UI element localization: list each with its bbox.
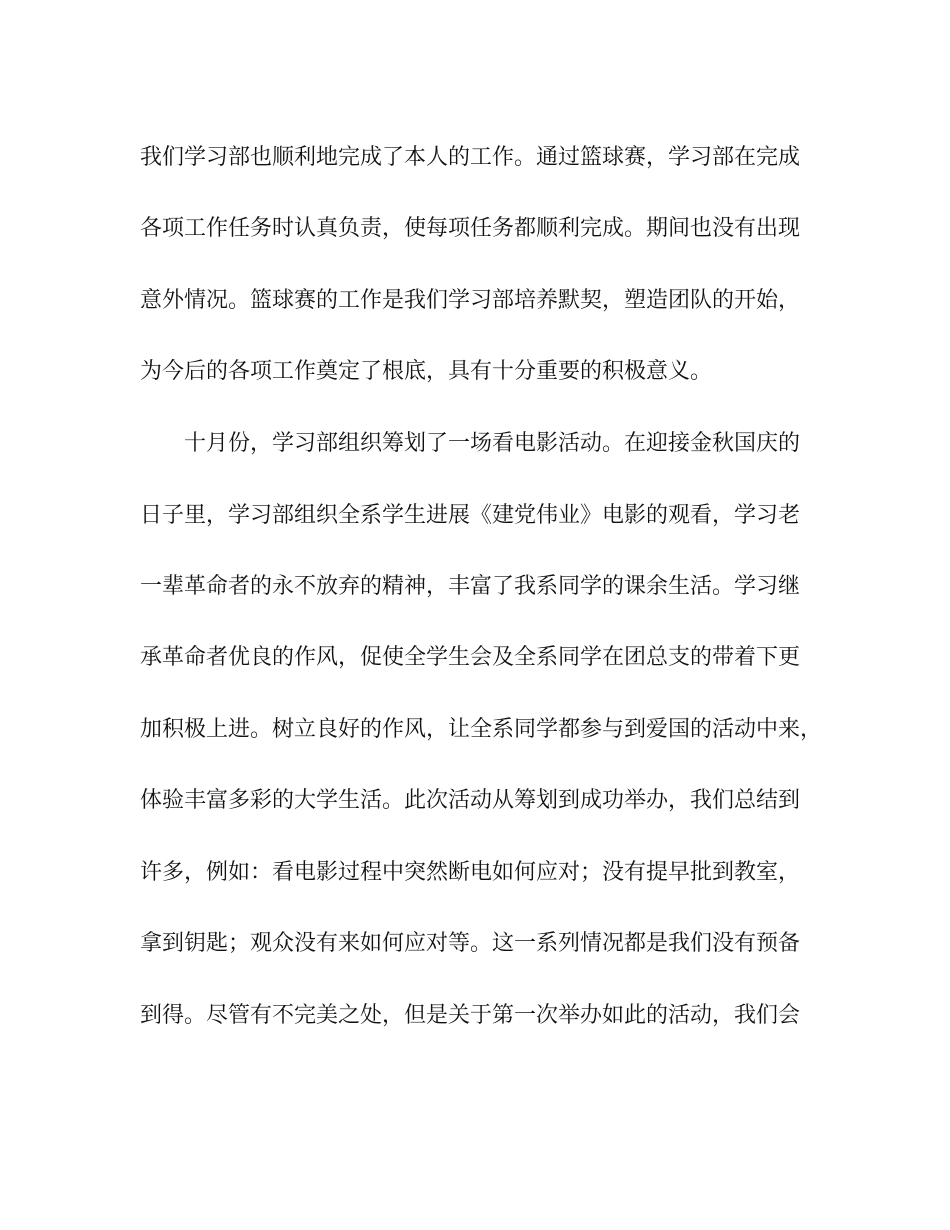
text-line: 拿到钥匙；观众没有来如何应对等。这一系列情况都是我们没有预备 (140, 931, 801, 956)
text-line: 为今后的各项工作奠定了根底，具有十分重要的积极意义。 (140, 359, 713, 384)
text-line: 意外情况。篮球赛的工作是我们学习部培养默契，塑造团队的开始， (140, 288, 801, 313)
text-line: 各项工作任务时认真负责，使每项任务都顺利完成。期间也没有出现 (140, 216, 801, 241)
text-line: 日子里，学习部组织全系学生进展《建党伟业》电影的观看，学习老 (140, 503, 801, 528)
text-line: 我们学习部也顺利地完成了本人的工作。通过篮球赛，学习部在完成 (140, 145, 801, 170)
text-line: 加积极上进。树立良好的作风，让全系同学都参与到爱国的活动中来， (140, 717, 823, 742)
text-line: 到得。尽管有不完美之处，但是关于第一次举办如此的活动，我们会 (140, 1003, 801, 1028)
text-line: 许多，例如：看电影过程中突然断电如何应对；没有提早批到教室， (140, 860, 801, 885)
text-line: 承革命者优良的作风，促使全学生会及全系同学在团总支的带着下更 (140, 645, 801, 670)
text-line: 一辈革命者的永不放弃的精神，丰富了我系同学的课余生活。学习继 (140, 574, 801, 599)
text-line: 体验丰富多彩的大学生活。此次活动从筹划到成功举办，我们总结到 (140, 788, 801, 813)
paragraph-first-line: 十月份，学习部组织筹划了一场看电影活动。在迎接金秋国庆的 (184, 431, 801, 456)
